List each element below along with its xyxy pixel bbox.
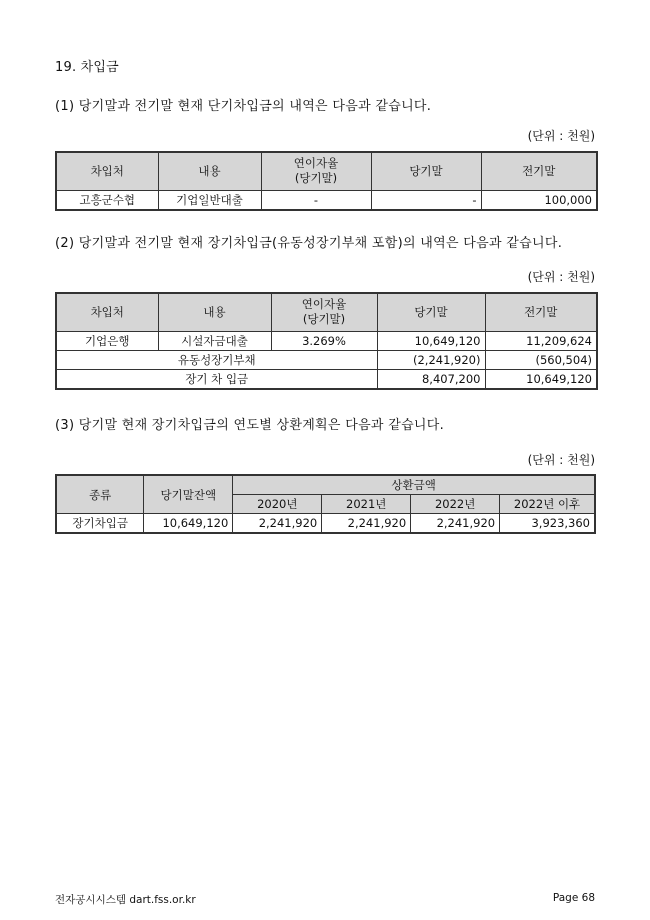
table-row-current-portion bbox=[56, 350, 597, 369]
header-year-2021: 2021년 bbox=[322, 495, 411, 514]
header-lender: 차입처 bbox=[56, 293, 158, 331]
cell-current: 10,649,120 bbox=[377, 331, 485, 350]
cell-description: 시설자금대출 bbox=[158, 331, 271, 350]
section-title: 19. 차입금 bbox=[55, 60, 119, 75]
table-row bbox=[56, 514, 595, 534]
header-repayment-amount: 상환금액 bbox=[233, 475, 595, 495]
cell-prior: 100,000 bbox=[481, 190, 597, 210]
header-type: 종류 bbox=[56, 475, 144, 514]
long-term-borrowings-table bbox=[55, 292, 598, 390]
cell-description: 기업일반대출 bbox=[158, 190, 261, 210]
header-year-2020: 2020년 bbox=[233, 495, 322, 514]
header-interest-rate bbox=[261, 152, 371, 190]
part3-unit: (단위 : 천원) bbox=[527, 453, 595, 467]
footer-source: 전자공시시스템 dart.fss.or.kr bbox=[55, 894, 196, 906]
cell-current: - bbox=[371, 190, 481, 210]
header-description: 내용 bbox=[158, 293, 271, 331]
part2-unit: (단위 : 천원) bbox=[527, 270, 595, 284]
cell-total-current: 8,407,200 bbox=[377, 369, 485, 389]
cell-total-label: 장기 차 입금 bbox=[56, 369, 377, 389]
header-lender: 차입처 bbox=[56, 152, 158, 190]
header-interest-rate-line2: (당기말) bbox=[294, 171, 338, 186]
part2-intro: (2) 당기말과 전기말 현재 장기차입금(유동성장기부채 포함)의 내역은 다음과 같습니다. bbox=[55, 236, 563, 251]
table-row-total bbox=[56, 369, 597, 389]
cell-current-portion-current: (2,241,920) bbox=[377, 350, 485, 369]
part1-intro: (1) 당기말과 전기말 현재 단기차입금의 내역은 다음과 같습니다. bbox=[55, 99, 432, 114]
cell-type: 장기차입금 bbox=[56, 514, 144, 534]
header-prior-period: 전기말 bbox=[481, 152, 597, 190]
cell-lender: 고흥군수협 bbox=[56, 190, 158, 210]
header-current-period: 당기말 bbox=[377, 293, 485, 331]
header-interest-rate bbox=[271, 293, 377, 331]
cell-amount-2020: 2,241,920 bbox=[233, 514, 322, 534]
cell-amount-2021: 2,241,920 bbox=[322, 514, 411, 534]
header-interest-rate-line1: 연이자율 bbox=[301, 297, 347, 312]
cell-amount-2022: 2,241,920 bbox=[411, 514, 500, 534]
header-balance: 당기말잔액 bbox=[144, 475, 233, 514]
cell-interest-rate: - bbox=[261, 190, 371, 210]
cell-total-prior: 10,649,120 bbox=[485, 369, 597, 389]
header-interest-rate-line1: 연이자율 bbox=[293, 156, 339, 171]
cell-amount-after-2022: 3,923,360 bbox=[500, 514, 595, 534]
header-interest-rate-line2: (당기말) bbox=[302, 312, 346, 327]
table-row bbox=[56, 190, 597, 210]
part3-intro: (3) 당기말 현재 장기차입금의 연도별 상환계획은 다음과 같습니다. bbox=[55, 418, 445, 433]
footer-page-number: Page 68 bbox=[552, 892, 595, 904]
cell-current-portion-prior: (560,504) bbox=[485, 350, 597, 369]
header-current-period: 당기말 bbox=[371, 152, 481, 190]
cell-lender: 기업은행 bbox=[56, 331, 158, 350]
header-year-2022: 2022년 bbox=[411, 495, 500, 514]
header-description: 내용 bbox=[158, 152, 261, 190]
short-term-borrowings-table bbox=[55, 151, 598, 211]
part1-unit: (단위 : 천원) bbox=[527, 129, 595, 143]
table-row bbox=[56, 331, 597, 350]
header-year-after-2022: 2022년 이후 bbox=[500, 495, 595, 514]
repayment-schedule-table bbox=[55, 474, 596, 534]
cell-current-portion-label: 유동성장기부채 bbox=[56, 350, 377, 369]
cell-interest-rate: 3.269% bbox=[271, 331, 377, 350]
header-prior-period: 전기말 bbox=[485, 293, 597, 331]
cell-prior: 11,209,624 bbox=[485, 331, 597, 350]
cell-balance: 10,649,120 bbox=[144, 514, 233, 534]
